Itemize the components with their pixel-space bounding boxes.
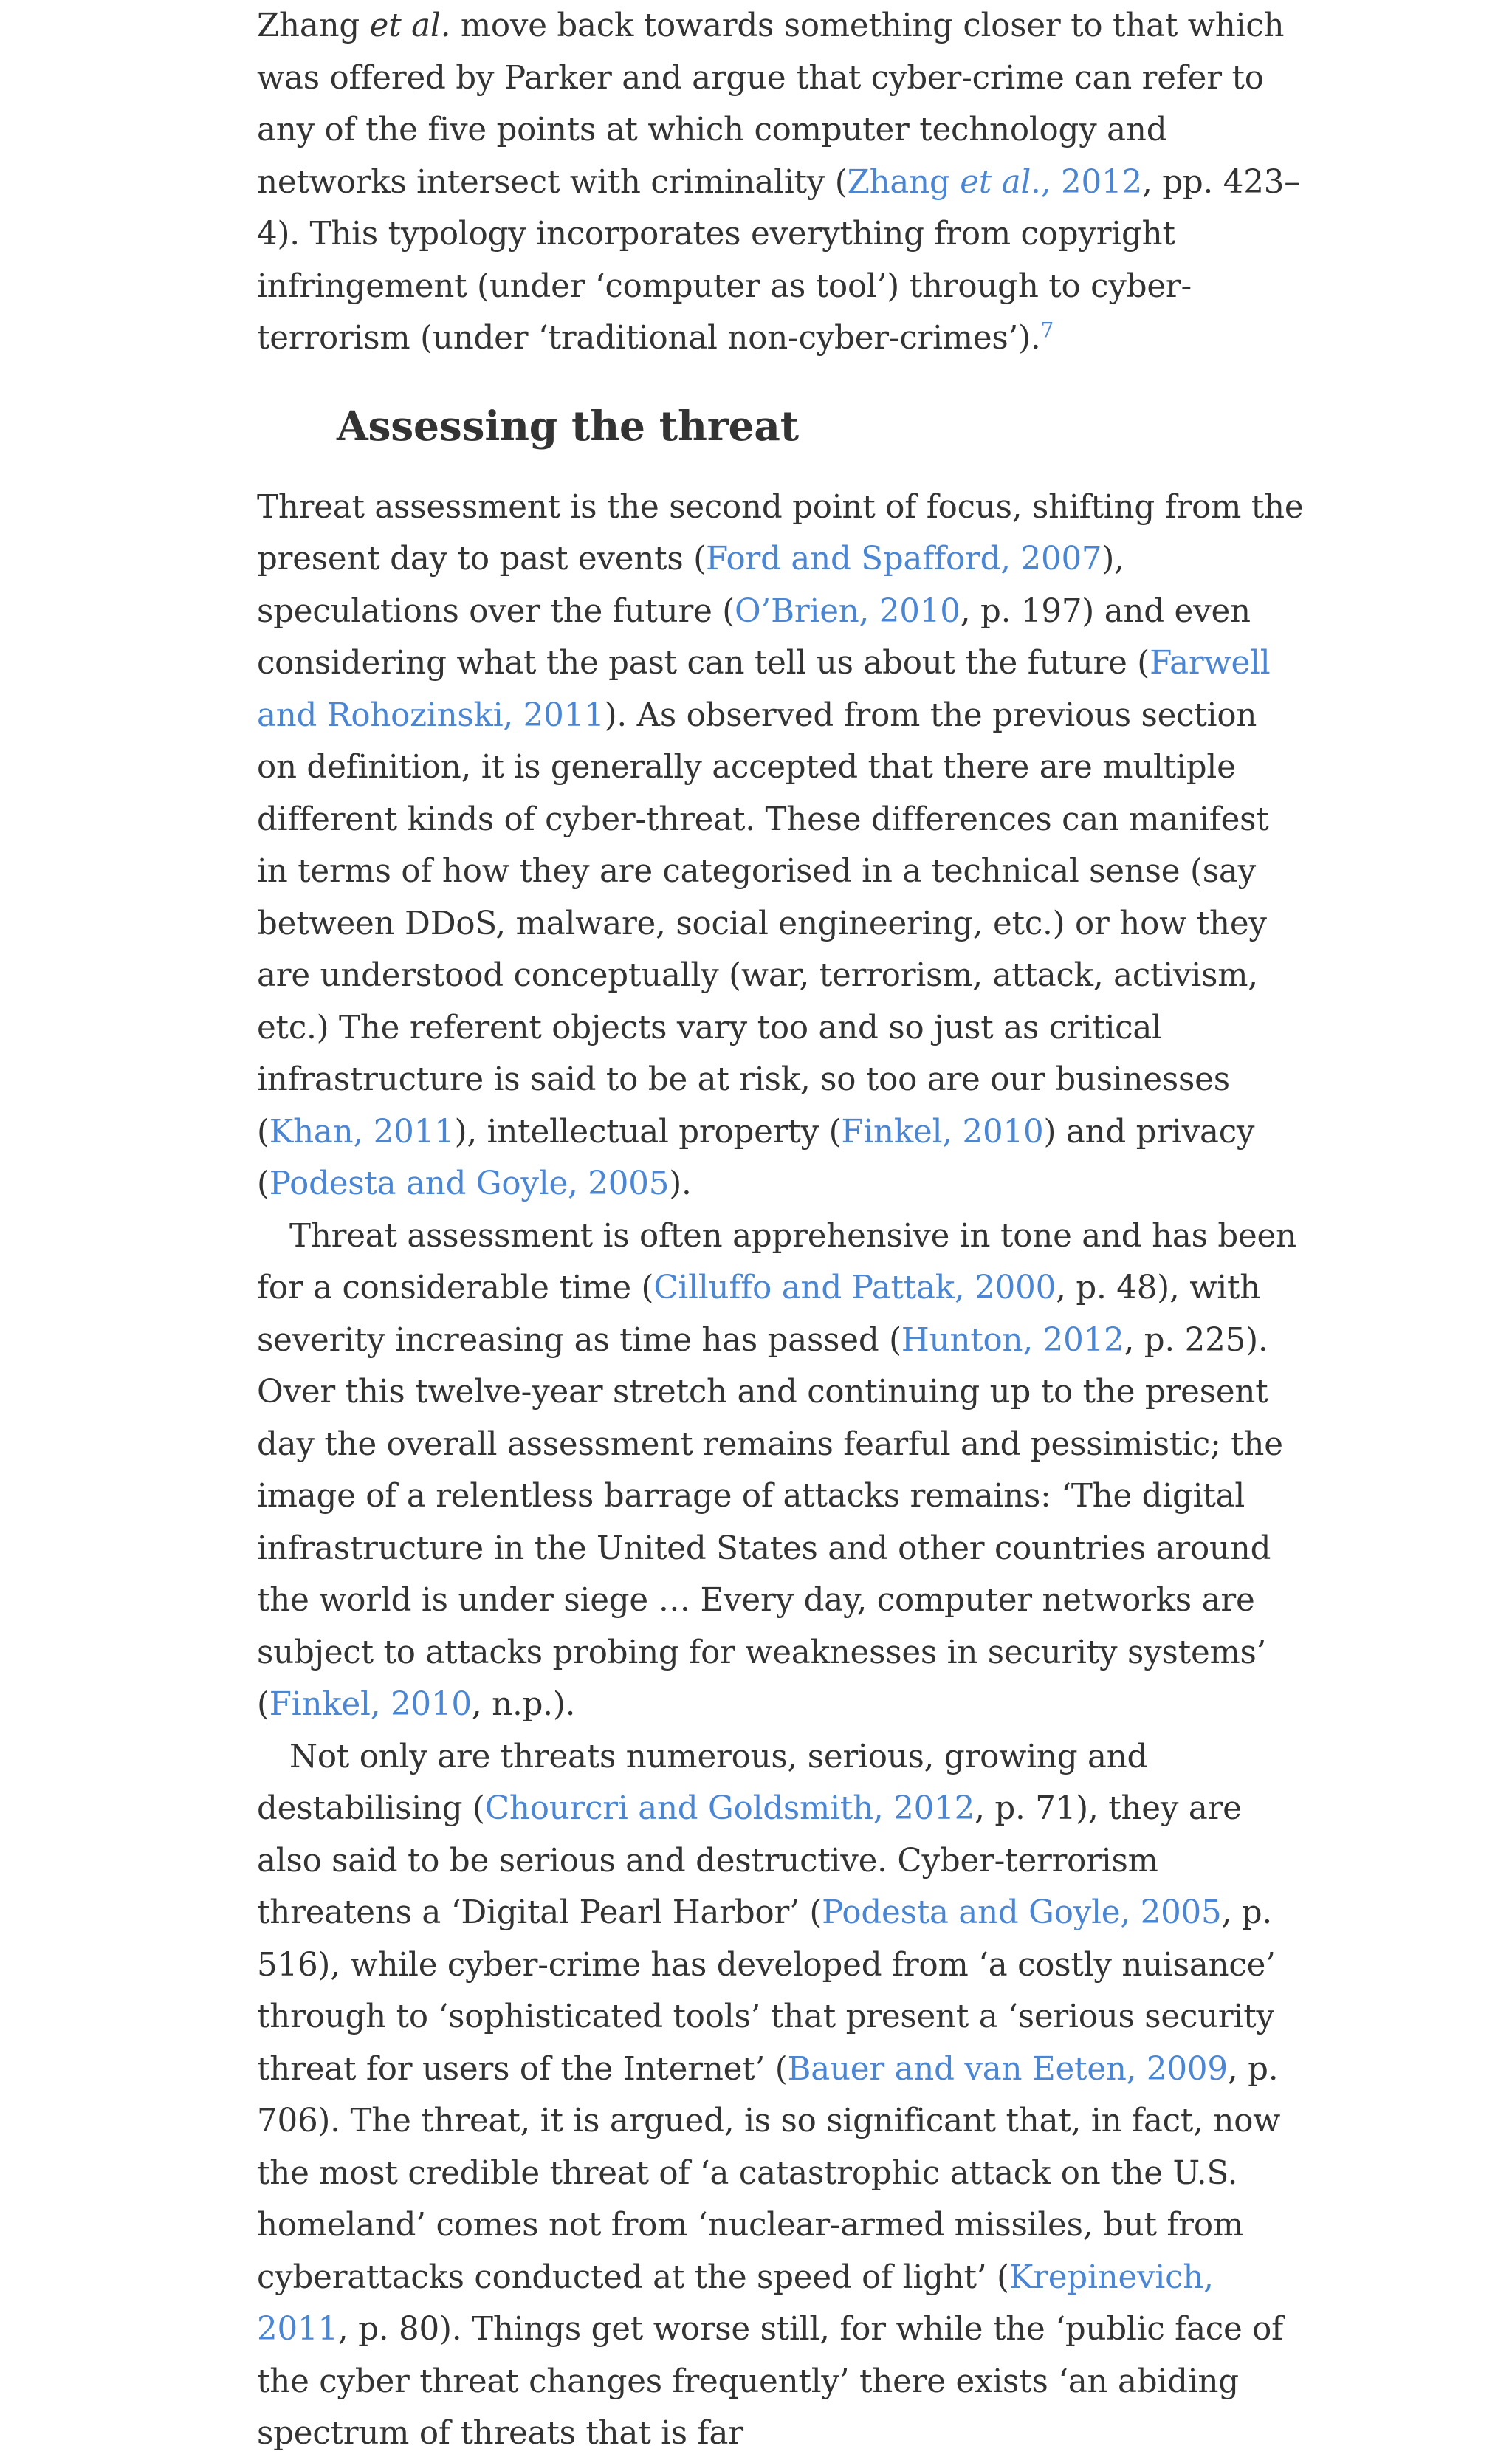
citation-link-cilluffo-pattak-2000[interactable]: Cilluffo and Pattak, 2000 (653, 1270, 1056, 1306)
citation-link-podesta-goyle-2005-b[interactable]: Podesta and Goyle, 2005 (822, 1894, 1222, 1931)
citation-link-zhang-2012[interactable]: Zhang et al., 2012 (847, 163, 1142, 201)
intro-paragraph (257, 0, 1305, 365)
paragraph-threat-assessment-1: Threat assessment is the second point of focus, shifting from the present day to past events (Ford and Spafford, 2007), speculations over the future (O’Brien, 2010, p. 197) and even considering what the past can tell us about the future (Farwell and Rohozinski, 2011). As observed from the previous section on definition, it is generally accepted that there are multiple different kinds of cyber-threat. These differences can manifest in terms of how they are categorised in a technical sense (say between DDoS, malware, social engineering, etc.) or how they are understood conceptually (war, terrorism, attack, activism, etc.) The referent objects vary too and so just as critical infrastructure is said to be at risk, so too are our businesses (Khan, 2011), intellectual property (Finkel, 2010) and privacy (Podesta and Goyle, 2005). (257, 488, 1304, 1202)
citation-link-bauer-van-eeten-2009[interactable]: Bauer and van Eeten, 2009 (787, 2050, 1228, 2088)
citation-link-khan-2011[interactable]: Khan, 2011 (269, 1113, 455, 1151)
footnote-link-7[interactable]: 7 (1040, 318, 1054, 343)
citation-link-hunton-2012[interactable]: Hunton, 2012 (901, 1321, 1124, 1359)
citation-link-farwell-rohozinski-2011[interactable]: Farwell and Rohozinski, 2011 (257, 645, 1271, 734)
text-span: Zhang (257, 7, 370, 44)
text-span-italic: et al. (369, 7, 451, 44)
paragraph-threat-assessment-2: Threat assessment is often apprehensive in tone and has been for a considerable time (Cilluffo and Pattak, 2000, p. 48), with severity increasing as time has passed (Hunton, 2012, p. 225). Over this twelve-year stretch and continuing up to the present day the overall assessment remains fearful and pessimistic; the image of a relentless barrage of attacks remains: ‘The digital infrastructure in the United States and other countries around the world is under siege … Every day, computer networks are subject to attacks probing for weaknesses in security systems’ (Finkel, 2010, n.p.). (257, 1217, 1296, 1723)
citation-link-finkel-2010-b[interactable]: Finkel, 2010 (269, 1686, 472, 1723)
citation-link-krepinevich-2011[interactable]: Krepinevich, 2011 (257, 2258, 1214, 2348)
citation-link-ford-spafford-2007[interactable]: Ford and Spafford, 2007 (705, 541, 1102, 578)
text-span: move back towards something closer to that which was offered by Parker and argue that cyber-crime can refer to any of the five points at which computer technology and networks intersect with criminality ( (257, 7, 1285, 201)
citation-link-obrien-2010[interactable]: O’Brien, 2010 (735, 592, 961, 630)
section-heading: Assessing the threat (337, 401, 799, 450)
citation-link-podesta-goyle-2005[interactable]: Podesta and Goyle, 2005 (269, 1165, 670, 1202)
text-span: , pp. 423–4). This typology incorporates everything from copyright infringement (under ‘computer as tool’) through to cyber-terrorism (under ‘traditional non-cyber-crimes’). (257, 163, 1300, 357)
article-body (257, 0, 1305, 2460)
citation-link-finkel-2010[interactable]: Finkel, 2010 (841, 1113, 1044, 1151)
paragraph-threat-assessment-3: Not only are threats numerous, serious, growing and destabilising (Chourcri and Goldsmith, 2012, p. 71), they are also said to be serious and destructive. Cyber-terrorism threatens a ‘Digital Pearl Harbor’ (Podesta and Goyle, 2005, p. 516), while cyber-crime has developed from ‘a costly nuisance’ through to ‘sophisticated tools’ that present a ‘serious security threat for users of the Internet’ (Bauer and van Eeten, 2009, p. 706). The threat, it is argued, is so significant that, in fact, now the most credible threat of ‘a catastrophic attack on the U.S. homeland’ comes not from ‘nuclear-armed missiles, but from cyberattacks conducted at the speed of light’ (Krepinevich, 2011, p. 80). Things get worse still, for while the ‘public face of the cyber threat changes frequently’ there exists ‘an abiding spectrum of threats that is far (257, 1738, 1284, 2452)
citation-link-chourcri-goldsmith-2012[interactable]: Chourcri and Goldsmith, 2012 (484, 1790, 975, 1827)
